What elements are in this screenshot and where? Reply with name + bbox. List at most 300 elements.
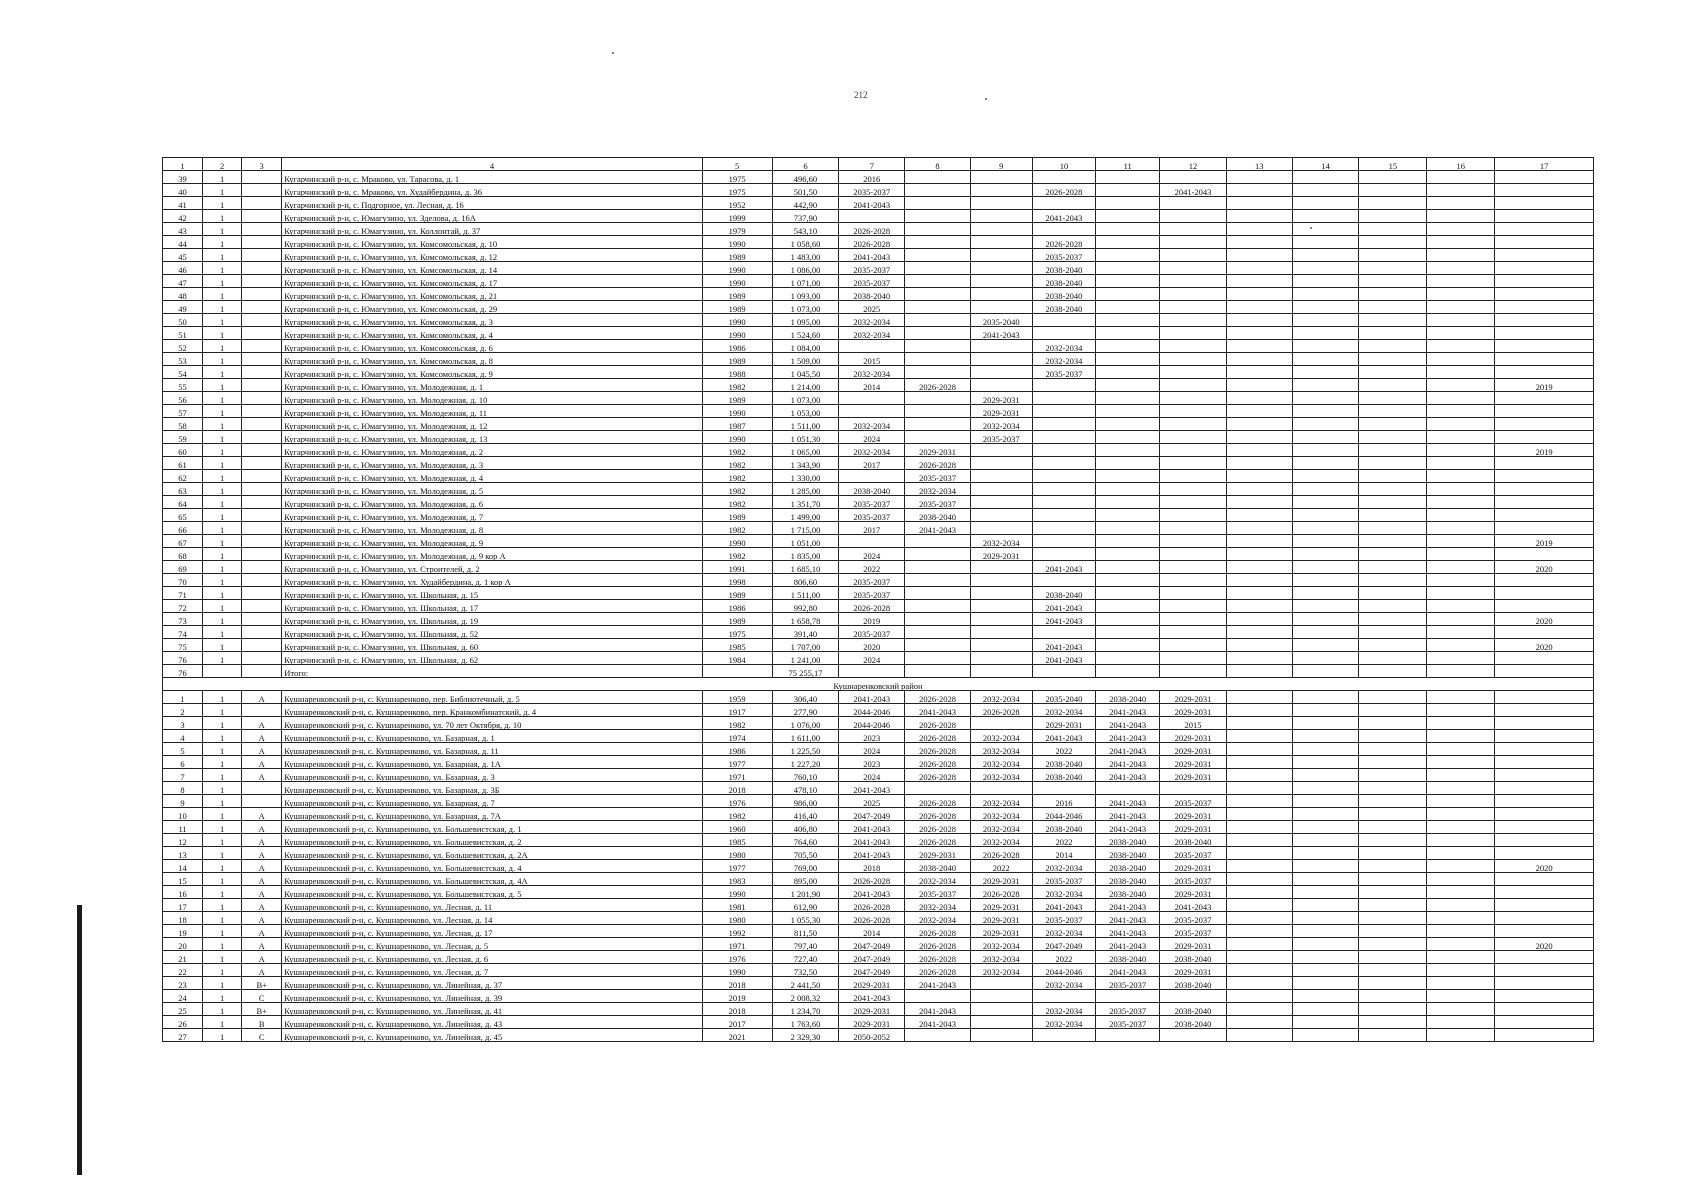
col7-cell: 2024	[839, 548, 905, 561]
col8-cell	[905, 301, 971, 314]
col8-cell: 2038-2040	[905, 509, 971, 522]
address-cell: Кушнаренковский р-н, с. Кушнаренково, ул. Линейная, д. 43	[282, 1016, 702, 1029]
col2-cell: 1	[203, 977, 242, 990]
col16-cell	[1427, 236, 1495, 249]
col9-cell: 2035-2037	[970, 431, 1032, 444]
col2-cell: 1	[203, 860, 242, 873]
row-number-cell: 12	[163, 834, 203, 847]
col13-cell	[1226, 509, 1292, 522]
col12-cell: 2035-2037	[1160, 847, 1227, 860]
scan-edge-mark	[77, 905, 82, 1175]
table-row	[163, 496, 1594, 509]
area-cell: 1 351,70	[772, 496, 839, 509]
col16-cell	[1427, 444, 1495, 457]
col11-cell	[1096, 431, 1160, 444]
row-number-cell: 53	[163, 353, 203, 366]
row-number-cell: 22	[163, 964, 203, 977]
col9-cell	[970, 639, 1032, 652]
scan-speck	[1310, 227, 1312, 229]
col7-cell: 2029-2031	[839, 977, 905, 990]
col12-cell	[1160, 327, 1227, 340]
col13-cell	[1226, 1003, 1292, 1016]
col8-cell: 2041-2043	[905, 704, 971, 717]
col9-cell	[970, 574, 1032, 587]
col17-cell	[1495, 353, 1594, 366]
col17-cell	[1495, 574, 1594, 587]
col16-cell	[1427, 1016, 1495, 1029]
col10-cell: 2032-2034	[1032, 353, 1096, 366]
year-cell: 1998	[702, 574, 772, 587]
col7-cell: 2035-2037	[839, 184, 905, 197]
col17-cell	[1495, 756, 1594, 769]
col15-cell	[1359, 730, 1427, 743]
area-cell: 543,10	[772, 223, 839, 236]
area-cell: 986,00	[772, 795, 839, 808]
col13-cell	[1226, 899, 1292, 912]
col17-cell	[1495, 990, 1594, 1003]
col7-cell: 2041-2043	[839, 821, 905, 834]
col11-cell	[1096, 457, 1160, 470]
address-cell: Кугарчинский р-н, с. Юмагузино, ул. Строителей, д. 2	[282, 561, 702, 574]
col9-cell: 2026-2028	[970, 847, 1032, 860]
address-cell: Кугарчинский р-н, с. Мраково, ул. Тарасова, д. 1	[282, 171, 702, 184]
col12-cell: 2029-2031	[1160, 938, 1227, 951]
col17-cell	[1495, 249, 1594, 262]
col17-cell	[1495, 314, 1594, 327]
col7-cell: 2035-2037	[839, 275, 905, 288]
table-row	[163, 899, 1594, 912]
col17-cell	[1495, 470, 1594, 483]
col13-cell	[1226, 249, 1292, 262]
col11-cell: 2035-2037	[1096, 1016, 1160, 1029]
col9-cell	[970, 626, 1032, 639]
col15-cell	[1359, 197, 1427, 210]
col7-cell: 2024	[839, 652, 905, 665]
col15-cell	[1359, 470, 1427, 483]
col9-cell: 2029-2031	[970, 925, 1032, 938]
col12-cell: 2029-2031	[1160, 886, 1227, 899]
table-row	[163, 405, 1594, 418]
col10-cell	[1032, 223, 1096, 236]
col11-cell	[1096, 171, 1160, 184]
address-cell: Кугарчинский р-н, с. Юмагузино, ул. Школьная, д. 19	[282, 613, 702, 626]
col7-cell: 2020	[839, 639, 905, 652]
repair-schedule-table	[162, 157, 1594, 1042]
col13-cell	[1226, 197, 1292, 210]
col13-cell	[1226, 483, 1292, 496]
col12-cell: 2035-2037	[1160, 873, 1227, 886]
empty-cell	[1427, 665, 1495, 678]
area-cell: 1 241,00	[772, 652, 839, 665]
area-cell: 1 084,00	[772, 340, 839, 353]
col15-cell	[1359, 210, 1427, 223]
col10-cell: 2041-2043	[1032, 613, 1096, 626]
col2-cell: 1	[203, 288, 242, 301]
column-number-cell: 13	[1226, 158, 1292, 171]
col8-cell	[905, 990, 971, 1003]
col11-cell: 2041-2043	[1096, 730, 1160, 743]
table-row	[163, 951, 1594, 964]
col13-cell	[1226, 353, 1292, 366]
empty-cell	[1292, 665, 1359, 678]
col15-cell	[1359, 912, 1427, 925]
col15-cell	[1359, 548, 1427, 561]
year-cell: 1983	[702, 873, 772, 886]
col16-cell	[1427, 405, 1495, 418]
area-cell: 1 093,00	[772, 288, 839, 301]
col13-cell	[1226, 496, 1292, 509]
col3-cell	[242, 613, 282, 626]
col7-cell: 2017	[839, 457, 905, 470]
row-number-cell: 25	[163, 1003, 203, 1016]
col13-cell	[1226, 171, 1292, 184]
col12-cell: 2041-2043	[1160, 184, 1227, 197]
col13-cell	[1226, 444, 1292, 457]
col2-cell: 1	[203, 340, 242, 353]
col15-cell	[1359, 392, 1427, 405]
col12-cell: 2029-2031	[1160, 860, 1227, 873]
col2-cell: 1	[203, 249, 242, 262]
col17-cell	[1495, 1029, 1594, 1042]
year-cell: 1974	[702, 730, 772, 743]
col16-cell	[1427, 704, 1495, 717]
col7-cell: 2014	[839, 379, 905, 392]
col10-cell	[1032, 535, 1096, 548]
col12-cell	[1160, 353, 1227, 366]
col3-cell	[242, 262, 282, 275]
col17-cell	[1495, 821, 1594, 834]
col2-cell: 1	[203, 405, 242, 418]
row-number-cell: 13	[163, 847, 203, 860]
col16-cell	[1427, 743, 1495, 756]
table-row	[163, 535, 1594, 548]
col12-cell: 2038-2040	[1160, 951, 1227, 964]
area-cell: 1 835,00	[772, 548, 839, 561]
col13-cell	[1226, 990, 1292, 1003]
row-number-cell: 73	[163, 613, 203, 626]
col7-cell: 2032-2034	[839, 366, 905, 379]
col8-cell	[905, 574, 971, 587]
col12-cell	[1160, 600, 1227, 613]
col15-cell	[1359, 704, 1427, 717]
col3-cell: А	[242, 691, 282, 704]
col15-cell	[1359, 171, 1427, 184]
col13-cell	[1226, 964, 1292, 977]
col2-cell: 1	[203, 912, 242, 925]
col12-cell	[1160, 197, 1227, 210]
row-number-cell: 61	[163, 457, 203, 470]
col2-cell: 1	[203, 379, 242, 392]
col17-cell	[1495, 457, 1594, 470]
area-cell: 1 201,90	[772, 886, 839, 899]
year-cell: 2021	[702, 1029, 772, 1042]
col9-cell	[970, 184, 1032, 197]
column-number-cell: 1	[163, 158, 203, 171]
col3-cell	[242, 288, 282, 301]
col12-cell: 2029-2031	[1160, 756, 1227, 769]
address-cell: Кушнаренковский р-н, с. Кушнаренково, ул. Большевистская, д. 4А	[282, 873, 702, 886]
col11-cell	[1096, 782, 1160, 795]
col17-cell	[1495, 210, 1594, 223]
year-cell: 1917	[702, 704, 772, 717]
row-number-cell: 44	[163, 236, 203, 249]
table-row	[163, 249, 1594, 262]
row-number-cell: 50	[163, 314, 203, 327]
col10-cell: 2035-2040	[1032, 691, 1096, 704]
col12-cell	[1160, 366, 1227, 379]
col13-cell	[1226, 470, 1292, 483]
col8-cell: 2038-2040	[905, 860, 971, 873]
address-cell: Кушнаренковский р-н, с. Кушнаренково, ул. 70 лет Октября, д. 10	[282, 717, 702, 730]
col11-cell: 2041-2043	[1096, 769, 1160, 782]
col9-cell: 2029-2031	[970, 405, 1032, 418]
col10-cell: 2032-2034	[1032, 860, 1096, 873]
col11-cell	[1096, 444, 1160, 457]
col10-cell: 2026-2028	[1032, 236, 1096, 249]
col3-cell	[242, 405, 282, 418]
col3-cell: А	[242, 756, 282, 769]
col14-cell	[1292, 236, 1359, 249]
col7-cell	[839, 340, 905, 353]
col11-cell: 2038-2040	[1096, 847, 1160, 860]
col8-cell: 2026-2028	[905, 951, 971, 964]
col3-cell	[242, 353, 282, 366]
empty-cell	[1226, 665, 1292, 678]
col16-cell	[1427, 652, 1495, 665]
col8-cell: 2041-2043	[905, 1003, 971, 1016]
col16-cell	[1427, 691, 1495, 704]
col16-cell	[1427, 639, 1495, 652]
col15-cell	[1359, 977, 1427, 990]
year-cell: 1980	[702, 912, 772, 925]
col15-cell	[1359, 353, 1427, 366]
col10-cell	[1032, 431, 1096, 444]
col8-cell: 2026-2028	[905, 808, 971, 821]
col17-cell	[1495, 873, 1594, 886]
empty-cell	[242, 665, 282, 678]
col16-cell	[1427, 496, 1495, 509]
col3-cell: А	[242, 873, 282, 886]
col8-cell: 2035-2037	[905, 496, 971, 509]
table-row	[163, 847, 1594, 860]
col3-cell: А	[242, 951, 282, 964]
col9-cell	[970, 990, 1032, 1003]
col11-cell	[1096, 353, 1160, 366]
area-cell: 442,90	[772, 197, 839, 210]
col8-cell	[905, 405, 971, 418]
col14-cell	[1292, 379, 1359, 392]
col17-cell	[1495, 912, 1594, 925]
address-cell: Кушнаренковский р-н, с. Кушнаренково, ул. Линейная, д. 41	[282, 1003, 702, 1016]
col16-cell	[1427, 977, 1495, 990]
address-cell: Кугарчинский р-н, с. Юмагузино, ул. Школьная, д. 17	[282, 600, 702, 613]
col17-cell	[1495, 730, 1594, 743]
col11-cell	[1096, 613, 1160, 626]
row-number-cell: 58	[163, 418, 203, 431]
col16-cell	[1427, 574, 1495, 587]
row-number-cell: 65	[163, 509, 203, 522]
area-cell: 1 051,30	[772, 431, 839, 444]
col13-cell	[1226, 1029, 1292, 1042]
row-number-cell: 15	[163, 873, 203, 886]
col7-cell: 2035-2037	[839, 496, 905, 509]
row-number-cell: 69	[163, 561, 203, 574]
col3-cell	[242, 366, 282, 379]
col2-cell: 1	[203, 1016, 242, 1029]
col13-cell	[1226, 704, 1292, 717]
col8-cell: 2032-2034	[905, 873, 971, 886]
address-cell: Кушнаренковский р-н, с. Кушнаренково, ул. Большевистская, д. 1	[282, 821, 702, 834]
year-cell: 1989	[702, 613, 772, 626]
table-body	[163, 171, 1594, 1042]
col11-cell: 2035-2037	[1096, 977, 1160, 990]
col17-cell	[1495, 366, 1594, 379]
col14-cell	[1292, 275, 1359, 288]
col7-cell: 2026-2028	[839, 600, 905, 613]
col2-cell: 1	[203, 782, 242, 795]
col10-cell: 2038-2040	[1032, 756, 1096, 769]
col14-cell	[1292, 730, 1359, 743]
col16-cell	[1427, 899, 1495, 912]
col11-cell	[1096, 522, 1160, 535]
column-number-cell: 8	[905, 158, 971, 171]
col14-cell	[1292, 522, 1359, 535]
col14-cell	[1292, 249, 1359, 262]
col16-cell	[1427, 366, 1495, 379]
col2-cell: 1	[203, 197, 242, 210]
col10-cell: 2035-2037	[1032, 249, 1096, 262]
col12-cell	[1160, 535, 1227, 548]
col14-cell	[1292, 574, 1359, 587]
col16-cell	[1427, 184, 1495, 197]
address-cell: Кугарчинский р-н, с. Юмагузино, ул. Зделова, д. 16А	[282, 210, 702, 223]
col14-cell	[1292, 327, 1359, 340]
col15-cell	[1359, 275, 1427, 288]
col9-cell: 2032-2034	[970, 691, 1032, 704]
col7-cell: 2041-2043	[839, 990, 905, 1003]
col13-cell	[1226, 938, 1292, 951]
col10-cell	[1032, 197, 1096, 210]
col2-cell: 1	[203, 873, 242, 886]
col16-cell	[1427, 522, 1495, 535]
table-row	[163, 795, 1594, 808]
col2-cell: 1	[203, 1029, 242, 1042]
col16-cell	[1427, 951, 1495, 964]
row-number-cell: 2	[163, 704, 203, 717]
col16-cell	[1427, 1003, 1495, 1016]
col8-cell: 2041-2043	[905, 977, 971, 990]
col17-cell	[1495, 392, 1594, 405]
table-row	[163, 470, 1594, 483]
address-cell: Кугарчинский р-н, с. Юмагузино, ул. Комсомольская, д. 6	[282, 340, 702, 353]
col13-cell	[1226, 873, 1292, 886]
col17-cell	[1495, 171, 1594, 184]
col9-cell	[970, 587, 1032, 600]
col2-cell: 1	[203, 418, 242, 431]
col10-cell: 2038-2040	[1032, 587, 1096, 600]
col12-cell	[1160, 262, 1227, 275]
col15-cell	[1359, 574, 1427, 587]
col10-cell	[1032, 457, 1096, 470]
col8-cell	[905, 210, 971, 223]
col13-cell	[1226, 769, 1292, 782]
col3-cell	[242, 210, 282, 223]
col9-cell	[970, 249, 1032, 262]
col12-cell	[1160, 509, 1227, 522]
row-number-cell: 70	[163, 574, 203, 587]
col14-cell	[1292, 314, 1359, 327]
year-cell: 2017	[702, 1016, 772, 1029]
col9-cell	[970, 210, 1032, 223]
year-cell: 1990	[702, 236, 772, 249]
col12-cell	[1160, 340, 1227, 353]
col14-cell	[1292, 600, 1359, 613]
col10-cell	[1032, 379, 1096, 392]
col12-cell	[1160, 314, 1227, 327]
section-row	[163, 678, 1594, 691]
col10-cell: 2022	[1032, 743, 1096, 756]
address-cell: Кушнаренковский р-н, с. Кушнаренково, ул. Лесная, д. 14	[282, 912, 702, 925]
col10-cell	[1032, 574, 1096, 587]
col17-cell	[1495, 769, 1594, 782]
col10-cell: 2032-2034	[1032, 886, 1096, 899]
col15-cell	[1359, 431, 1427, 444]
table-row	[163, 184, 1594, 197]
col10-cell: 2041-2043	[1032, 899, 1096, 912]
address-cell: Кугарчинский р-н, с. Подгорное, ул. Лесная, д. 16	[282, 197, 702, 210]
col7-cell: 2041-2043	[839, 197, 905, 210]
col16-cell	[1427, 730, 1495, 743]
col14-cell	[1292, 613, 1359, 626]
col3-cell	[242, 327, 282, 340]
col16-cell	[1427, 457, 1495, 470]
area-cell: 1 511,00	[772, 587, 839, 600]
row-number-cell: 55	[163, 379, 203, 392]
col13-cell	[1226, 652, 1292, 665]
scan-speck	[985, 98, 987, 100]
table-row	[163, 613, 1594, 626]
col10-cell	[1032, 496, 1096, 509]
col17-cell	[1495, 743, 1594, 756]
col10-cell: 2044-2046	[1032, 808, 1096, 821]
address-cell: Кугарчинский р-н, с. Юмагузино, ул. Школьная, д. 15	[282, 587, 702, 600]
col15-cell	[1359, 925, 1427, 938]
col8-cell: 2026-2028	[905, 457, 971, 470]
table-row	[163, 236, 1594, 249]
table-row	[163, 743, 1594, 756]
address-cell: Кушнаренковский р-н, с. Кушнаренково, ул. Линейная, д. 37	[282, 977, 702, 990]
row-number-cell: 41	[163, 197, 203, 210]
address-cell: Кугарчинский р-н, с. Юмагузино, ул. Молодежная, д. 7	[282, 509, 702, 522]
col10-cell	[1032, 626, 1096, 639]
col12-cell: 2038-2040	[1160, 1016, 1227, 1029]
year-cell: 1977	[702, 860, 772, 873]
col14-cell	[1292, 431, 1359, 444]
area-cell: 478,10	[772, 782, 839, 795]
col10-cell	[1032, 522, 1096, 535]
col8-cell: 2041-2043	[905, 1016, 971, 1029]
col14-cell	[1292, 457, 1359, 470]
table-row	[163, 587, 1594, 600]
year-cell: 1975	[702, 626, 772, 639]
col17-cell: 2019	[1495, 444, 1594, 457]
col9-cell: 2032-2034	[970, 769, 1032, 782]
col12-cell: 2029-2031	[1160, 730, 1227, 743]
col9-cell	[970, 353, 1032, 366]
row-number-cell: 54	[163, 366, 203, 379]
col14-cell	[1292, 899, 1359, 912]
col8-cell: 2026-2028	[905, 730, 971, 743]
